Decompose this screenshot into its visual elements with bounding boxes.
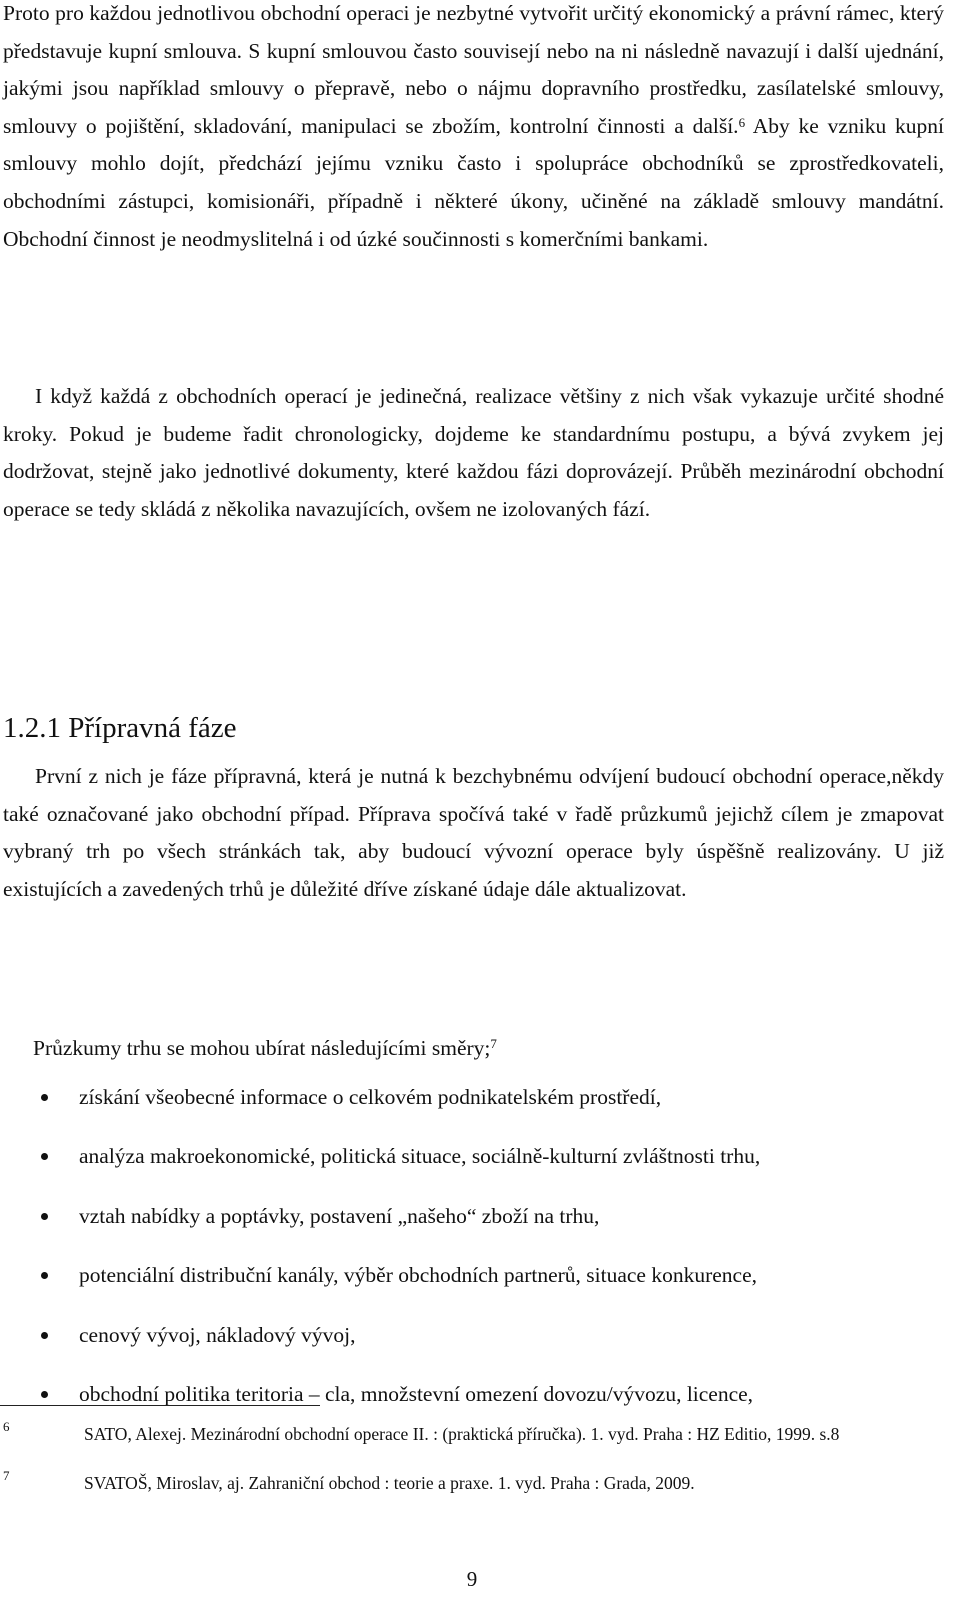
paragraph-preparation-phase	[3, 758, 944, 908]
footnote-text: SVATOŠ, Miroslav, aj. Zahraniční obchod : teorie a praxe. 1. vyd. Praha : Grada, 2009.	[84, 1473, 695, 1493]
page-number: 9	[466, 1567, 478, 1591]
bullet-icon	[41, 1094, 48, 1101]
paragraph-text: První z nich je fáze přípravná, která je nutná k bezchybnému odvíjení budoucí obchodní operace,někdy také označované jako obchodní případ. Příprava spočívá také v řadě průzkumů jejichž cílem je zmapovat vybraný trh po všech stránkách tak, aby budoucí vývozní operace byly úspěšně realizovány. U již existujících a zavedených trhů je důležité dříve získané údaje dále aktualizovat.	[3, 764, 944, 901]
footnote-number: 6	[3, 1419, 10, 1434]
list-item	[0, 1078, 960, 1137]
bullet-icon	[41, 1153, 48, 1160]
list-item-text: analýza makroekonomické, politická situace, sociálně-kulturní zvláštnosti trhu,	[79, 1144, 761, 1169]
list-item-text: vztah nabídky a poptávky, postavení „našeho“ zboží na trhu,	[79, 1203, 600, 1228]
list-item	[0, 1137, 960, 1196]
list-introduction-text: Průzkumy trhu se mohou ubírat následujícími směry;	[33, 1036, 491, 1060]
footnote-separator	[0, 1405, 320, 1406]
list-item-text: získání všeobecné informace o celkovém podnikatelském prostředí,	[79, 1085, 662, 1109]
footnote-7	[3, 1468, 933, 1496]
footnote-6	[3, 1419, 933, 1447]
list-item	[0, 1197, 960, 1256]
paragraph-text-continued: Aby ke vzniku kupní smlouvy mohlo dojít, předchází jejímu vzniku často i spolupráce obchodníků se zprostředkovateli, obchodními zástupci, komisionáři, případně i některé úkony, učiněné na základě smlouvy mandátní. Obchodní činnost je neodmyslitelná i od úzké součinnosti s komerčními bankami.	[3, 113, 944, 251]
footnote-number: 7	[3, 1468, 10, 1483]
bullet-icon	[41, 1391, 48, 1398]
bullet-icon	[41, 1213, 48, 1220]
list-introduction	[33, 1029, 497, 1067]
footnote-reference-7[interactable]: 7	[490, 1036, 497, 1051]
footnote-reference-6[interactable]: 6	[738, 114, 746, 130]
section-heading: 1.2.1 Přípravná fáze	[3, 712, 237, 744]
list-item	[0, 1316, 960, 1375]
list-item-text: cenový vývoj, nákladový vývoj,	[79, 1322, 356, 1347]
list-item-text: potenciální distribuční kanály, výběr obchodních partnerů, situace konkurence,	[79, 1263, 758, 1288]
bullet-icon	[41, 1332, 48, 1339]
paragraph-text: Proto pro každou jednotlivou obchodní operaci je nezbytné vytvořit určitý ekonomický a právní rámec, který představuje kupní smlouva. S kupní smlouvou často souvisejí nebo na ni následně navazují i další ujednání, jakými jsou například smlouvy o přepravě, nebo o nájmu dopravního prostředku, zasílatelské smlouvy, smlouvy o pojištění, skladování, manipulaci se zbožím, kontrolní činnosti a další.	[3, 1, 944, 138]
bullet-icon	[41, 1272, 48, 1279]
list-item	[0, 1256, 960, 1315]
paragraph-operation-steps	[3, 378, 944, 528]
list-item-text: obchodní politika teritoria – cla, množstevní omezení dovozu/vývozu, licence,	[79, 1381, 754, 1406]
paragraph-commercial-contract	[3, 0, 944, 258]
footnote-text: SATO, Alexej. Mezinárodní obchodní operace II. : (praktická příručka). 1. vyd. Praha : HZ Editio, 1999. s.8	[84, 1424, 840, 1444]
paragraph-text: I když každá z obchodních operací je jedinečná, realizace většiny z nich však vykazuje určité shodné kroky. Pokud je budeme řadit chronologicky, dojdeme ke standardnímu postupu, a bývá zvykem jej dodržovat, stejně jako jednotlivé dokumenty, které každou fázi doprovázejí. Průběh mezinárodní obchodní operace se tedy skládá z několika navazujících, ovšem ne izolovaných fází.	[3, 384, 944, 521]
market-research-list	[0, 1078, 960, 1434]
